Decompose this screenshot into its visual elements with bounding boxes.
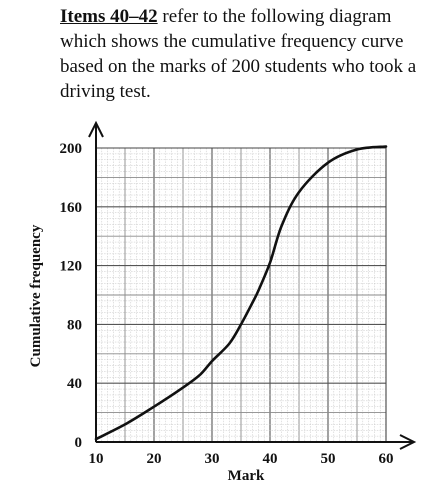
grid [96,148,386,442]
axes [89,123,414,449]
y-tick-label: 120 [59,258,82,275]
x-tick-label: 50 [320,451,336,467]
y-tick-label: 160 [59,199,82,216]
y-axis-label: Cumulative frequency [28,224,44,368]
x-axis-label: Mark [227,468,265,484]
x-tick-label: 30 [204,451,220,467]
x-tick-label: 10 [88,451,104,467]
x-tick-label: 40 [262,451,278,467]
y-tick-label: 0 [74,435,82,451]
intro-description: refer to the following diagram which shows the cumulative frequency curve based on the marks of 200 students who took a driving test. [60,6,417,102]
y-tick-label: 80 [67,317,82,334]
x-tick-label: 60 [378,451,394,467]
y-tick-label: 200 [59,141,82,157]
items-range: Items 40–42 [60,6,158,27]
x-tick-label: 20 [146,451,162,467]
y-tick-label: 40 [67,376,82,393]
tick-labels [60,141,394,467]
